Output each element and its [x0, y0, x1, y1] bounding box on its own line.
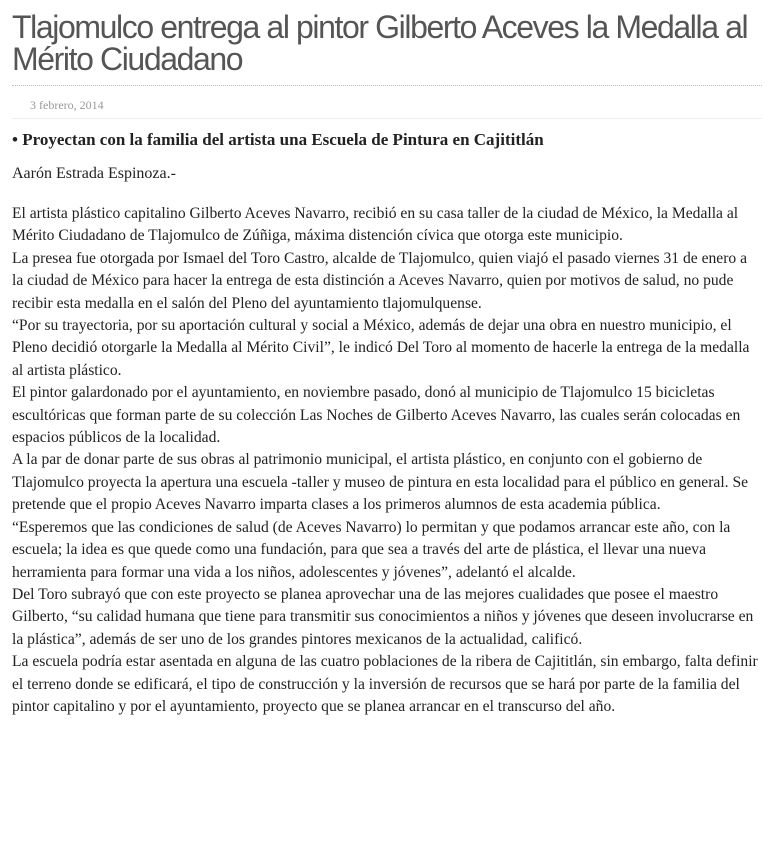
article-title: Tlajomulco entrega al pintor Gilberto Aceves la Medalla al Mérito Ciudadano	[12, 11, 762, 86]
publish-date: 3 febrero, 2014	[12, 98, 762, 119]
paragraph: “Por su trayectoria, por su aportación cultural y social a México, además de dejar una obra en nuestro municipio, el Pleno decidió otorgarle la Medalla al Mérito Civil”, le indicó Del Toro al momento de hacerle la entrega de la medalla al artista plástico.	[12, 317, 750, 379]
paragraph: A la par de donar parte de sus obras al patrimonio municipal, el artista plástico, en conjunto con el gobierno de Tlajomulco proyecta la apertura una escuela -taller y museo de pintura en esta localidad para el público en general. Se pretende que el propio Aceves Navarro imparta clases a los primeros alumnos de esta academia pública.	[12, 451, 749, 514]
article-subtitle: • Proyectan con la familia del artista una Escuela de Pintura en Cajititlán	[12, 130, 544, 149]
paragraph: La escuela podría estar asentada en alguna de las cuatro poblaciones de la ribera de Cajititlán, sin embargo, falta definir el terreno donde se edificará, el tipo de construcción y la inversión de recursos que se hará por parte de la familia del pintor capitalino y por el ayuntamiento, proyecto que se planea arrancar en el transcurso del año.	[12, 653, 758, 715]
paragraph: El artista plástico capitalino Gilberto Aceves Navarro, recibió en su casa taller de la ciudad de México, la Medalla al Mérito Ciudadano de Tlajomulco de Zúñiga, máxima distención cívica que otorga este municipio.	[12, 205, 739, 245]
article	[12, 0, 762, 718]
article-author: Aarón Estrada Espinoza.-	[12, 165, 176, 182]
paragraph: La presea fue otorgada por Ismael del Toro Castro, alcalde de Tlajomulco, quien viajó el pasado viernes 31 de enero a la ciudad de México para hacer la entrega de esta distinción a Aceves Navarro, quien por motivos de salud, no pude recibir esta medalla en el salón del Pleno del ayuntamiento tlajomulquense.	[12, 249, 748, 312]
paragraph: “Esperemos que las condiciones de salud (de Aceves Navarro) lo permitan y que podamos arrancar este año, con la escuela; la idea es que quede como una fundación, para que sea a través del arte de plástica, el llevar una nueva herramienta para formar una vida a los niños, adolescentes y jóvenes”, adelantó el alcalde.	[12, 518, 731, 581]
paragraph: El pintor galardonado por el ayuntamiento, en noviembre pasado, donó al municipio de Tlajomulco 15 bicicletas escultóricas que forman parte de su colección Las Noches de Gilberto Aceves Navarro, las cuales serán colocadas en espacios públicos de la localidad.	[12, 384, 741, 447]
article-body	[12, 203, 762, 718]
paragraph: Del Toro subrayó que con este proyecto se planea aprovechar una de las mejores cualidades que posee el maestro Gilberto, “su calidad humana que tiene para transmitir sus conocimientos a niños y jóvenes que deseen involucrarse en la plástica”, además de ser uno de los grandes pintores mexicanos de la actualidad, calificó.	[12, 585, 754, 648]
